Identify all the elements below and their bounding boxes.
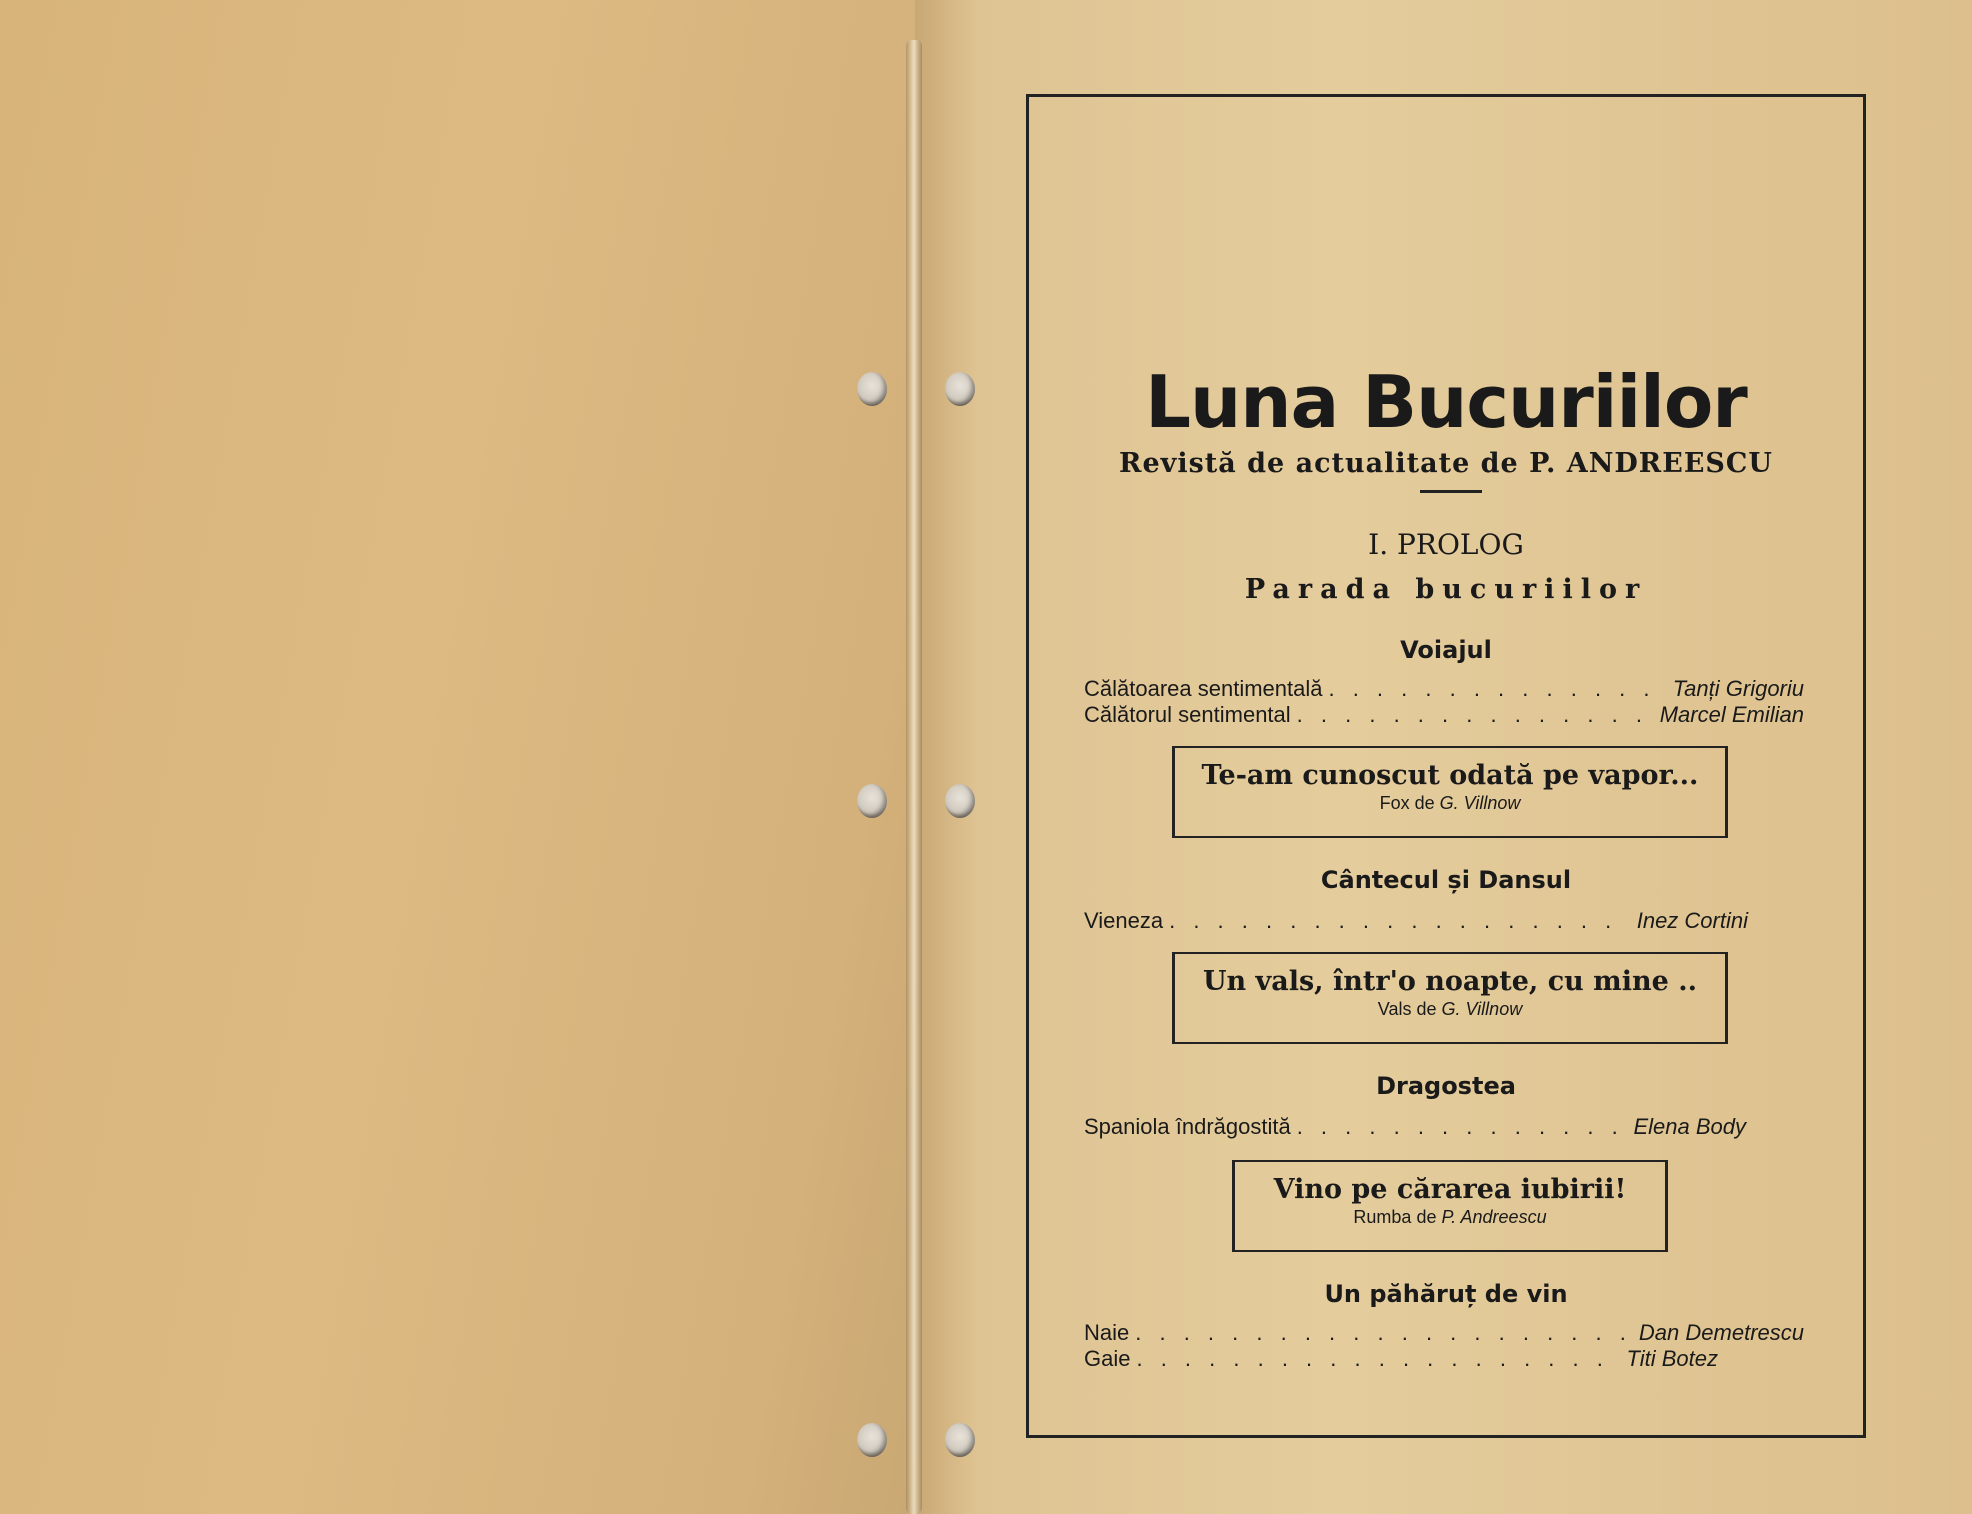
cast-actor: Elena Body [1633, 1114, 1746, 1139]
cast-actor: Tanți Grigoriu [1672, 676, 1804, 701]
cast-row [1084, 1114, 1746, 1140]
act-subtitle: Parada bucuriilor [1244, 574, 1648, 605]
cast-actor: Marcel Emilian [1659, 702, 1804, 727]
program-subtitle: Revistă de actualitate de P. ANDREESCU [1119, 448, 1773, 479]
cast-actor: Titi Botez [1626, 1346, 1718, 1371]
section-heading: Un păhăruț de vin [1324, 1280, 1568, 1308]
song-composer: G. Villnow [1439, 793, 1521, 813]
song-credit-prefix: Fox de [1379, 793, 1435, 813]
cast-row [1084, 1346, 1718, 1372]
song-composer: P. Andreescu [1441, 1207, 1547, 1227]
program-title: Luna Bucuriilor [1145, 360, 1747, 444]
song-credit [1175, 999, 1725, 1020]
song-title: Vino pe cărarea iubirii! [1273, 1174, 1627, 1205]
punch-hole-icon [857, 372, 887, 406]
punch-hole-icon [945, 372, 975, 406]
cast-role: Călătorul sentimental [1084, 702, 1291, 727]
cast-row [1084, 1320, 1804, 1346]
cast-row [1084, 676, 1804, 702]
leader-dots [1135, 1320, 1633, 1346]
leader-dots [1297, 702, 1654, 728]
cast-row [1084, 908, 1748, 934]
title-divider [1420, 490, 1482, 493]
punch-hole-icon [857, 784, 887, 818]
cast-role: Naie [1084, 1320, 1130, 1345]
song-title: Te-am cunoscut odată pe vapor... [1201, 760, 1699, 791]
punch-hole-icon [857, 1423, 887, 1457]
cast-role: Gaie [1084, 1346, 1131, 1371]
song-box [1172, 952, 1728, 1044]
cast-row [1084, 702, 1804, 728]
punch-hole-icon [945, 784, 975, 818]
leader-dots [1297, 1114, 1628, 1140]
song-box [1172, 746, 1728, 838]
section-heading: Voiajul [1400, 636, 1492, 664]
song-composer: G. Villnow [1441, 999, 1523, 1019]
song-box [1232, 1160, 1668, 1252]
song-credit-prefix: Rumba de [1353, 1207, 1437, 1227]
song-credit [1175, 793, 1725, 814]
section-heading: Cântecul și Dansul [1320, 866, 1572, 894]
act-heading: I. PROLOG [1368, 528, 1524, 561]
song-credit [1235, 1207, 1665, 1228]
leader-dots [1169, 908, 1631, 934]
punch-hole-icon [945, 1423, 975, 1457]
song-credit-prefix: Vals de [1377, 999, 1437, 1019]
cast-actor: Inez Cortini [1636, 908, 1748, 933]
cast-role: Călătoarea sentimentală [1084, 676, 1323, 701]
leader-dots [1136, 1346, 1620, 1372]
left-page [0, 0, 915, 1514]
section-heading: Dragostea [1376, 1072, 1516, 1100]
booklet-spine [906, 40, 922, 1514]
cast-role: Vieneza [1084, 908, 1164, 933]
leader-dots [1328, 676, 1666, 702]
cast-actor: Dan Demetrescu [1638, 1320, 1804, 1345]
song-title: Un vals, într'o noapte, cu mine .. [1202, 966, 1698, 997]
cast-role: Spaniola îndrăgostită [1084, 1114, 1291, 1139]
